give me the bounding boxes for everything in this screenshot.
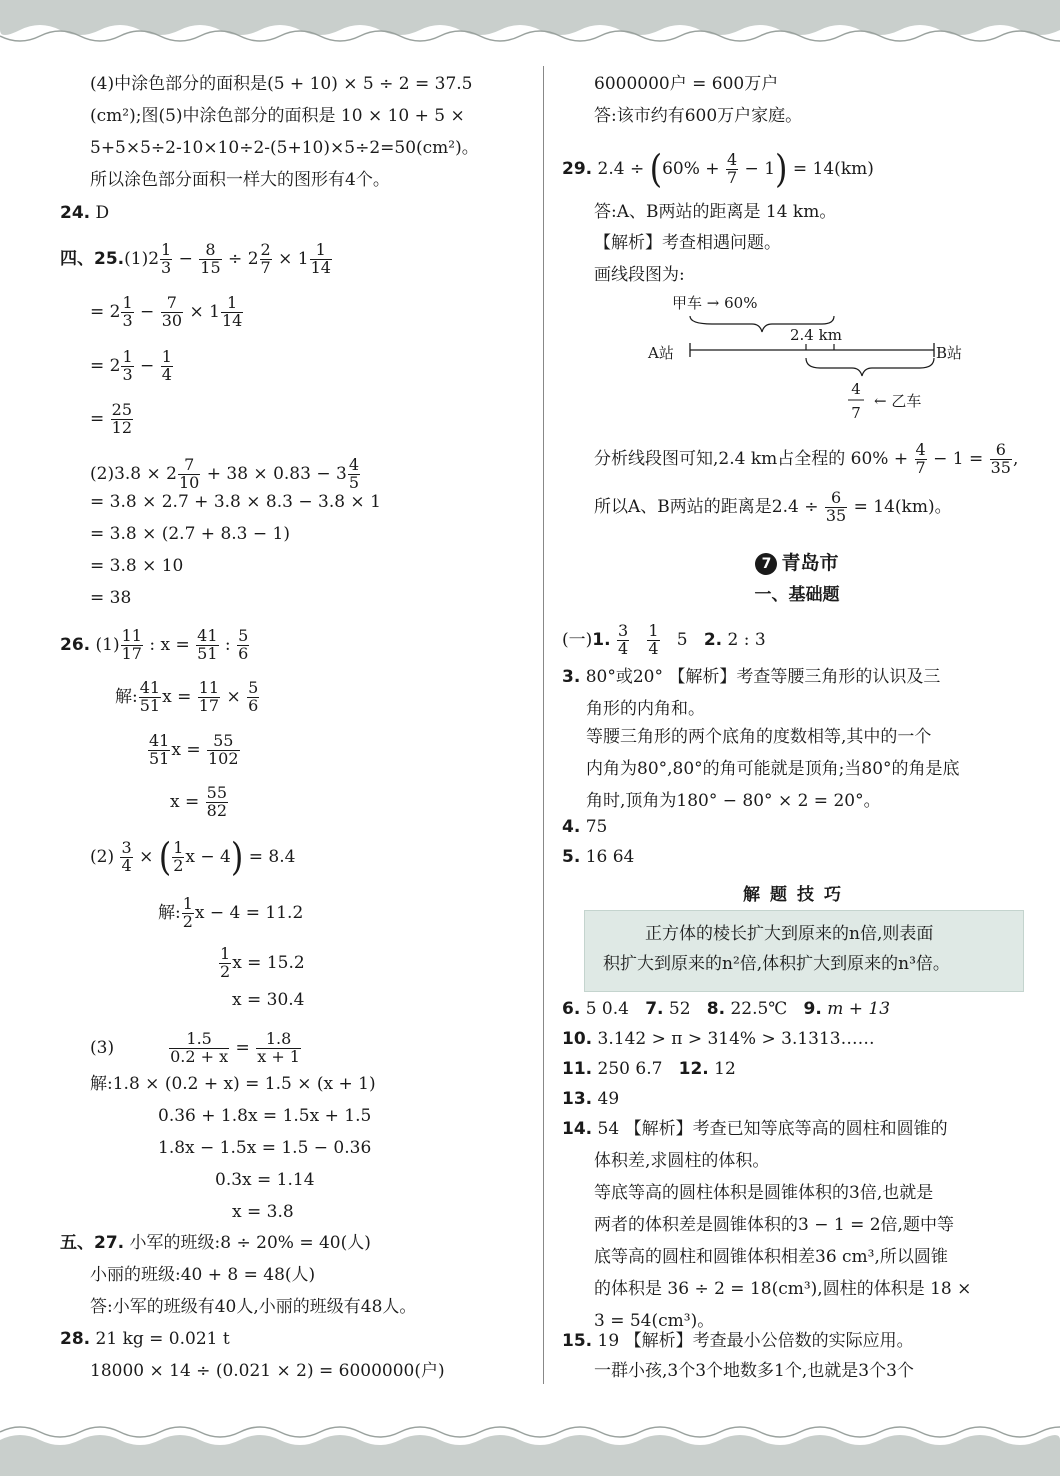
calc-header: (2)3.8 × 2 $\frac{7}{10}$ + 38 × 0.83 − 3 $\frac{4}{5}$ <box>90 455 359 492</box>
fraction: $\frac{4}{5}$ <box>348 455 359 492</box>
fraction: $\frac{6}{35}$ <box>825 488 847 525</box>
calc-step: x = $\frac{55}{82}$ <box>170 783 227 820</box>
text-line: 【解析】考查相遇问题。 <box>594 233 781 253</box>
yi-fraction-num: 4 <box>851 380 861 398</box>
segment-diagram <box>642 286 972 426</box>
yi-fraction-den: 7 <box>851 404 861 422</box>
jia-label: 甲车 → 60% <box>672 294 758 312</box>
text-line: 答:该市约有600万户家庭。 <box>594 106 803 126</box>
fraction: $\frac{5}{6}$ <box>248 678 259 715</box>
calc-step: 解: $\frac{41}{51}$ x = $\frac{11}{17}$ × $\frac{5}{6}$ <box>115 678 259 715</box>
tips-text: 正方体的棱长扩大到原来的n倍,则表面 <box>645 924 934 944</box>
fraction: $\frac{55}{82}$ <box>206 783 227 820</box>
calc-step: = 3.8 × 2.7 + 3.8 × 8.3 − 3.8 × 1 <box>90 492 381 512</box>
fraction: $\frac{55}{102}$ <box>208 731 239 768</box>
fraction: $\frac{1}{3}$ <box>161 240 172 277</box>
calc-step: = $\frac{25}{12}$ <box>90 400 133 437</box>
calc-step: x = 3.8 <box>232 1202 294 1222</box>
question-25-header: 四、25.(1)2 $\frac{1}{3}$ − $\frac{8}{15}$ ÷ 2 $\frac{2}{7}$ × 1 $\frac{1}{14}$ <box>60 240 331 277</box>
question-3: 3. 80°或20° 【解析】考查等腰三角形的认识及三 <box>562 667 941 687</box>
fraction: $\frac{3}{4}$ <box>121 838 132 875</box>
fraction: $\frac{1}{2}$ <box>182 894 193 931</box>
question-10: 10. 3.142 > π > 314% > 3.1313…… <box>562 1029 875 1049</box>
text-line: 所以涂色部分面积一样大的图形有4个。 <box>90 170 390 190</box>
fraction: $\frac{11}{17}$ <box>198 678 220 715</box>
text-line: (cm²);图(5)中涂色部分的面积是 10 × 10 + 5 × <box>90 106 465 126</box>
fraction: $\frac{1.5}{0.2 + x}$ <box>170 1029 229 1066</box>
question-4: 4. 75 <box>562 817 608 837</box>
section-title: 7 青岛市 <box>562 552 1032 575</box>
fraction: $\frac{1}{2}$ <box>173 838 184 875</box>
text-line: 5+5×5÷2-10×10÷2-(5+10)×5÷2=50(cm²)。 <box>90 138 479 158</box>
text-line: 等底等高的圆柱体积是圆锥体积的3倍,也就是 <box>594 1183 934 1203</box>
question-29: 29. 2.4 ÷ (60% + $\frac{4}{7}$ − 1) = 14(km) <box>562 146 874 193</box>
calc-step: = 2 $\frac{1}{3}$ − $\frac{1}{4}$ <box>90 347 172 384</box>
fraction: $\frac{1}{2}$ <box>220 944 231 981</box>
top-wave-border <box>0 0 1060 48</box>
calc-header: (3) $\frac{1.5}{0.2 + x}$ = $\frac{1.8}{x + 1}$ <box>90 1029 300 1066</box>
station-b-label: B站 <box>936 344 963 362</box>
text-line: 体积差,求圆柱的体积。 <box>594 1151 770 1171</box>
text-line: 答:小军的班级有40人,小丽的班级有48人。 <box>90 1297 417 1317</box>
distance-label: 2.4 km <box>790 326 842 344</box>
question-1-2: (一)1. $\frac{3}{4}$ $\frac{1}{4}$ 5 2. 2 : 3 <box>562 621 766 658</box>
text-line: 两者的体积差是圆锥体积的3 − 1 = 2倍,题中等 <box>594 1215 954 1235</box>
calc-step: $\frac{41}{51}$ x = $\frac{55}{102}$ <box>149 731 239 768</box>
text-line: 所以A、B两站的距离是2.4 ÷ $\frac{6}{35}$ = 14(km)。 <box>594 488 952 525</box>
calc-step: $\frac{1}{2}$ x = 15.2 <box>220 944 305 981</box>
bottom-wave-border <box>0 1420 1060 1476</box>
text-line: 6000000户 = 600万户 <box>594 74 779 94</box>
fraction: $\frac{1}{4}$ <box>161 347 172 384</box>
question-15: 15. 19 【解析】考查最小公倍数的实际应用。 <box>562 1331 914 1351</box>
yi-brace <box>806 358 934 376</box>
calc-step: = 2 $\frac{1}{3}$ − $\frac{7}{30}$ × 1 $\frac{1}{14}$ <box>90 293 243 330</box>
fraction: $\frac{11}{17}$ <box>121 626 142 663</box>
calc-step: 解: $\frac{1}{2}$ x − 4 = 11.2 <box>158 894 304 931</box>
question-27: 五、27. 小军的班级:8 ÷ 20% = 40(人) <box>60 1233 371 1253</box>
tips-text: 积扩大到原来的n²倍,体积扩大到原来的n³倍。 <box>603 954 950 974</box>
fraction: $\frac{7}{10}$ <box>178 455 200 492</box>
calc-step: x = 30.4 <box>232 990 305 1010</box>
question-13: 13. 49 <box>562 1089 620 1109</box>
text-line: 角时,顶角为180° − 80° × 2 = 20°。 <box>586 791 881 811</box>
fraction: $\frac{41}{51}$ <box>149 731 170 768</box>
section-badge: 7 <box>755 553 777 575</box>
fraction: $\frac{1}{14}$ <box>221 293 243 330</box>
question-6-9: 6. 5 0.4 7. 52 8. 22.5℃ 9. m + 13 <box>562 999 891 1019</box>
fraction: $\frac{41}{51}$ <box>197 626 218 663</box>
text-line: 18000 × 14 ÷ (0.021 × 2) = 6000000(户) <box>90 1361 445 1381</box>
question-26-header: 26. (1) $\frac{11}{17}$ : x = $\frac{41}{51}$ : $\frac{5}{6}$ <box>60 626 249 663</box>
fraction: $\frac{4}{7}$ <box>915 440 926 477</box>
text-line: (4)中涂色部分的面积是(5 + 10) × 5 ÷ 2 = 37.5 <box>90 74 473 94</box>
text-line: 角形的内角和。 <box>586 699 705 719</box>
text-line: 一群小孩,3个3个地数多1个,也就是3个3个 <box>594 1361 914 1381</box>
text-line: 画线段图为: <box>594 265 685 285</box>
fraction: $\frac{7}{30}$ <box>161 293 183 330</box>
text-line: 底等高的圆柱和圆锥体积相差36 cm³,所以圆锥 <box>594 1247 948 1267</box>
yi-label: ← 乙车 <box>874 392 922 410</box>
subsection-title: 一、基础题 <box>754 585 840 605</box>
question-28: 28. 21 kg = 0.021 t <box>60 1329 230 1349</box>
question-14: 14. 54 【解析】考查已知等底等高的圆柱和圆锥的 <box>562 1119 948 1139</box>
fraction: $\frac{1}{3}$ <box>122 347 133 384</box>
calc-step: = 3.8 × 10 <box>90 556 184 576</box>
calc-header: (2) $\frac{3}{4}$ × ( $\frac{1}{2}$ x − 4) = 8.4 <box>90 834 296 881</box>
fraction: $\frac{1}{3}$ <box>122 293 133 330</box>
column-divider <box>543 66 544 1384</box>
text-line: 小丽的班级:40 + 8 = 48(人) <box>90 1265 316 1285</box>
fraction: $\frac{3}{4}$ <box>617 621 629 658</box>
calc-step: 1.8x − 1.5x = 1.5 − 0.36 <box>158 1138 372 1158</box>
station-a-label: A站 <box>648 344 674 362</box>
calc-step: 0.36 + 1.8x = 1.5x + 1.5 <box>158 1106 372 1126</box>
question-5: 5. 16 64 <box>562 847 635 867</box>
calc-step: 0.3x = 1.14 <box>215 1170 315 1190</box>
text-line: 分析线段图可知,2.4 km占全程的 60% + $\frac{4}{7}$ − 1 = $\frac{6}{35}$ , <box>594 440 1019 477</box>
tips-box <box>584 910 1024 992</box>
tips-title: 解题技巧 <box>743 885 851 905</box>
text-line: 内角为80°,80°的角可能就是顶角;当80°的角是底 <box>586 759 960 779</box>
fraction: $\frac{41}{51}$ <box>139 678 161 715</box>
fraction: $\frac{25}{12}$ <box>111 400 133 437</box>
fraction: $\frac{2}{7}$ <box>260 240 271 277</box>
text-line: 答:A、B两站的距离是 14 km。 <box>594 202 837 222</box>
text-line: 等腰三角形的两个底角的度数相等,其中的一个 <box>586 727 932 747</box>
fraction: $\frac{1}{4}$ <box>648 621 659 658</box>
calc-step: = 38 <box>90 588 132 608</box>
calc-step: 解:1.8 × (0.2 + x) = 1.5 × (x + 1) <box>90 1074 376 1094</box>
text-line: 3 = 54(cm³)。 <box>594 1311 715 1331</box>
question-24: 24. D <box>60 203 110 223</box>
fraction: $\frac{6}{35}$ <box>990 440 1011 477</box>
fraction: $\frac{8}{15}$ <box>200 240 221 277</box>
calc-step: = 3.8 × (2.7 + 8.3 − 1) <box>90 524 290 544</box>
fraction: $\frac{1}{14}$ <box>310 240 331 277</box>
fraction: $\frac{5}{6}$ <box>238 626 249 663</box>
text-line: 的体积是 36 ÷ 2 = 18(cm³),圆柱的体积是 18 × <box>594 1279 972 1299</box>
fraction: $\frac{4}{7}$ <box>726 150 738 187</box>
question-11-12: 11. 250 6.7 12. 12 <box>562 1059 736 1079</box>
fraction: $\frac{1.8}{x + 1}$ <box>257 1029 300 1066</box>
